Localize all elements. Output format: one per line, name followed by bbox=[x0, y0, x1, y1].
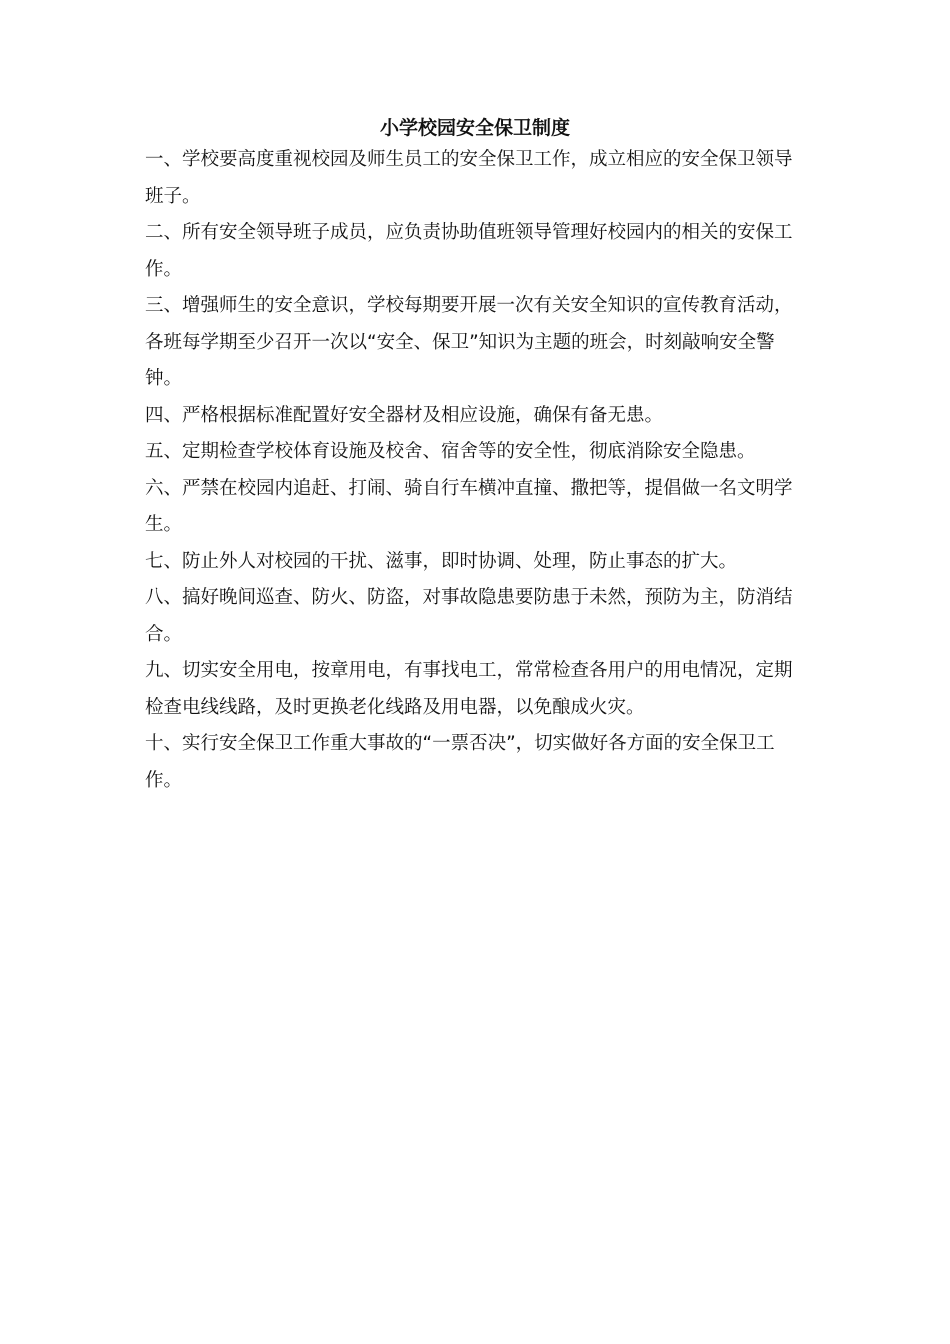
clause-5: 五、定期检查学校体育设施及校舍、宿舍等的安全性，彻底消除安全隐患。 bbox=[145, 441, 756, 462]
clause-7: 七、防止外人对校园的干扰、滋事，即时协调、处理，防止事态的扩大。 bbox=[145, 550, 738, 572]
document-body bbox=[145, 142, 807, 799]
clause-8: 八、搞好晚间巡查、防火、防盗，对事故隐患要防患于未然，预防为主，防消结合。 bbox=[145, 587, 793, 645]
clause-1: 一、学校要高度重视校园及师生员工的安全保卫工作，成立相应的安全保卫领导班子。 bbox=[145, 149, 793, 207]
document-title: 小学校园安全保卫制度 bbox=[379, 117, 570, 139]
clause-2: 二、所有安全领导班子成员，应负责协助值班领导管理好校园内的相关的安保工作。 bbox=[145, 222, 793, 280]
clause-6: 六、严禁在校园内追赶、打闹、骑自行车横冲直撞、撒把等，提倡做一名文明学生。 bbox=[145, 477, 793, 535]
clause-4: 四、严格根据标准配置好安全器材及相应设施，确保有备无患。 bbox=[145, 404, 664, 426]
clause-9: 九、切实安全用电，按章用电，有事找电工，常常检查各用户的用电情况，定期检查电线线路，及时更换老化线路及用电器，以免酿成火灾。 bbox=[145, 660, 793, 718]
clause-10: 十、实行安全保卫工作重大事故的“一票否决”，切实做好各方面的安全保卫工作。 bbox=[145, 733, 775, 791]
clause-3: 三、增强师生的安全意识，学校每期要开展一次有关安全知识的宣传教育活动，各班每学期至少召开一次以“安全、保卫”知识为主题的班会，时刻敲响安全警钟。 bbox=[145, 295, 793, 389]
